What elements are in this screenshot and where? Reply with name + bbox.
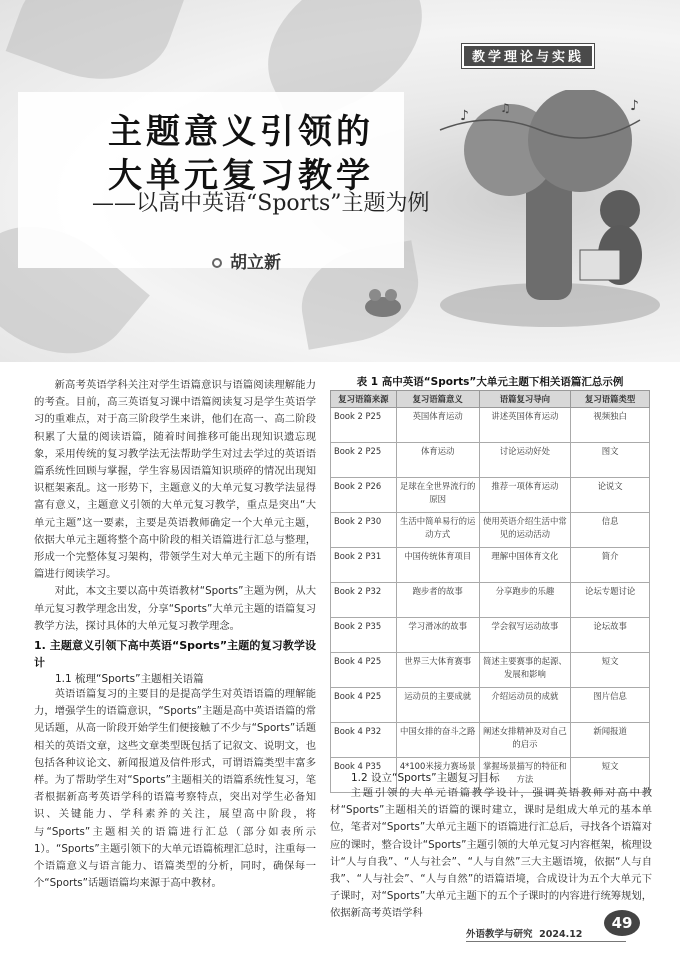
- table-cell: Book 4 P25: [331, 653, 397, 688]
- article-title: [108, 110, 408, 198]
- table-cell: 运动员的主要成就: [396, 688, 479, 723]
- table-header-row: [331, 391, 650, 408]
- table-row: [331, 583, 650, 618]
- summary-table: [330, 390, 650, 793]
- table-cell: 中国传统体育项目: [396, 548, 479, 583]
- table-cell: 生活中简单易行的运动方式: [396, 513, 479, 548]
- table-row: [331, 618, 650, 653]
- table-cell: Book 2 P30: [331, 513, 397, 548]
- table-header-cell: 复习语篇类型: [571, 391, 650, 408]
- svg-text:♪: ♪: [630, 98, 639, 114]
- table-cell: 论坛故事: [571, 618, 650, 653]
- table-cell: 推荐一项体育运动: [479, 478, 571, 513]
- table-cell: 介绍运动员的成就: [479, 688, 571, 723]
- table-row: [331, 723, 650, 758]
- table-cell: 分享跑步的乐趣: [479, 583, 571, 618]
- table-cell: 论坛专题讨论: [571, 583, 650, 618]
- table-cell: Book 2 P26: [331, 478, 397, 513]
- page-number: 49: [604, 910, 640, 936]
- footer-journal: [466, 926, 582, 940]
- table-header-cell: 复习语篇意义: [396, 391, 479, 408]
- table-row: [331, 688, 650, 723]
- table-cell: Book 2 P25: [331, 443, 397, 478]
- article-subtitle: ——以高中英语“Sports”主题为例: [92, 191, 430, 216]
- table-cell: Book 4 P35: [331, 758, 397, 793]
- table-cell: 短文: [571, 758, 650, 793]
- table-cell: 体育运动: [396, 443, 479, 478]
- table-cell: 阐述女排精神及对自己的启示: [479, 723, 571, 758]
- table-row: [331, 513, 650, 548]
- table-cell: 学习滑冰的故事: [396, 618, 479, 653]
- svg-text:♪: ♪: [460, 108, 469, 124]
- table-cell: 图片信息: [571, 688, 650, 723]
- right-column: [330, 770, 652, 923]
- table-cell: 中国女排的奋斗之路: [396, 723, 479, 758]
- paragraph: 主题引领的大单元语篇教学设计，强调英语教师对高中教材“Sports”主题相关的语篇的课时建立，课时是组成大单元的基本单位，笔者对“Sports”大单元主题下的语篇进行汇总后，寻找各个语篇对应的课时，整合设计“Sports”主题引领的大单元复习内容框架，梳理设计“人与自我”、“人与社会”、“人与自然”三大主题语境，依据“人与自我”、“人与社会”、“人与自然”的语篇语境，合成设计为五个大单元下子课时，对“Sports”大单元主题下的五个子课时的内容进行统筹规划，依据新高考英语学科: [330, 787, 652, 920]
- table-cell: 信息: [571, 513, 650, 548]
- table-row: [331, 548, 650, 583]
- table-cell: 跑步者的故事: [396, 583, 479, 618]
- journal-name: 外语教学与研究: [466, 929, 533, 940]
- table-cell: Book 4 P32: [331, 723, 397, 758]
- table-row: [331, 653, 650, 688]
- subsection-heading: 1.2 设立“Sports”主题复习目标: [351, 772, 500, 784]
- table-row: [331, 443, 650, 478]
- table-cell: Book 4 P25: [331, 688, 397, 723]
- subsection-heading: 1.1 梳理“Sports”主题相关语篇: [55, 673, 204, 686]
- table-cell: 讲述英国体育运动: [479, 408, 571, 443]
- table-row: [331, 478, 650, 513]
- table-cell: 理解中国体育文化: [479, 548, 571, 583]
- table-cell: 足球在全世界流行的原因: [396, 478, 479, 513]
- table-cell: 英国体育运动: [396, 408, 479, 443]
- cartoon-illustration: [430, 90, 670, 340]
- frog-illustration: [358, 283, 408, 319]
- author-line: [212, 248, 281, 273]
- table-cell: 简介: [571, 548, 650, 583]
- table-cell: 简述主要赛事的起源、发展和影响: [479, 653, 571, 688]
- paragraph: 对此，本文主要以高中英语教材“Sports”主题为例，从大单元复习教学理念出发，分享“Sports”大单元主题的语篇复习教学方法，探讨具体的大单元复习教学理念。: [34, 585, 316, 632]
- left-column: [34, 377, 316, 892]
- table-cell: 世界三大体育赛事: [396, 653, 479, 688]
- table-cell: 学会叙写运动故事: [479, 618, 571, 653]
- journal-issue: 2024.12: [539, 929, 583, 940]
- table-cell: 掌握场景描写的特征和方法: [479, 758, 571, 793]
- circle-bullet-icon: [212, 258, 222, 268]
- table-cell: 视频独白: [571, 408, 650, 443]
- title-line-2: 大单元复习教学: [108, 156, 374, 196]
- author-name: 胡立新: [230, 253, 281, 273]
- title-line-1: 主题意义引领的: [108, 112, 374, 152]
- section-heading: 1. 主题意义引领下高中英语“Sports”主题的复习教学设计: [34, 639, 316, 670]
- section-tag: 教学理论与实践: [462, 44, 594, 68]
- footer-divider: [466, 941, 626, 942]
- table-header-cell: 语篇复习导向: [479, 391, 571, 408]
- table-cell: Book 2 P31: [331, 548, 397, 583]
- svg-text:♫: ♫: [500, 101, 511, 115]
- table-cell: 使用英语介绍生活中常见的运动活动: [479, 513, 571, 548]
- leaf-decoration: [6, 0, 185, 102]
- table-cell: 4*100米接力赛场景: [396, 758, 479, 793]
- paragraph: 新高考英语学科关注对学生语篇意识与语篇阅读理解能力的考查。目前，高三英语复习课中语篇阅读复习是学生英语学习的重难点，对于高三阶段学生来讲，他们在高一、高二阶段积累了大量的阅读语篇，随着时间推移可能出现知识遗忘现象，采用传统的复习教学法无法帮助学生对过去学过的英语语篇系统性回顾与掌握，学生容易因语篇知识琐碎的情况出现知识框架紊乱。这一形势下，主题意义的大单元复习教学法显得富有意义，主题意义引领的大单元复习教学，重点是突出“大单元主题”这一要素，主要是英语教师确定一个大单元主题，依据大单元主题将整个高中阶段的相关语篇进行汇总与整理，形成一个完整体复习架构，带领学生对大单元主题下的所有语篇进行阅读学习。: [34, 379, 316, 581]
- table-header-cell: 复习语篇来源: [331, 391, 397, 408]
- table-cell: Book 2 P25: [331, 408, 397, 443]
- table-cell: Book 2 P35: [331, 618, 397, 653]
- table-cell: 论说文: [571, 478, 650, 513]
- table-caption: 表 1 高中英语“Sports”大单元主题下相关语篇汇总示例: [356, 376, 624, 388]
- table-cell: 讨论运动好处: [479, 443, 571, 478]
- table-row: [331, 408, 650, 443]
- table-cell: Book 2 P32: [331, 583, 397, 618]
- paragraph: 英语语篇复习的主要目的是提高学生对英语语篇的理解能力，增强学生的语篇意识，“Sports”主题是高中英语语篇的常见话题，从高一阶段开始学生们便接触了不少与“Sports”话题相关的英语文章，这些文章类型既包括了记叙文、说明文，也包括各种议论文、新闻报道及信件形式，可谓语篇类型丰富多样。为了帮助学生对“Sports”主题相关的语篇系统性复习，笔者根据新高考英语学科的语篇考察特点，突出对学生必备知识、关键能力、学科素养的关注，展望高中阶段，将与“Sports”主题相关的语篇进行汇总（部分如表所示1）。“Sports”主题引领下的大单元语篇梳理汇总时，注重每一个语篇意义与语言能力、语篇类型的分析，同时，确保每一个“Sports”话题语篇均来源于高中教材。: [34, 688, 316, 890]
- table-cell: 新闻报道: [571, 723, 650, 758]
- table-cell: 图文: [571, 443, 650, 478]
- table-cell: 短文: [571, 653, 650, 688]
